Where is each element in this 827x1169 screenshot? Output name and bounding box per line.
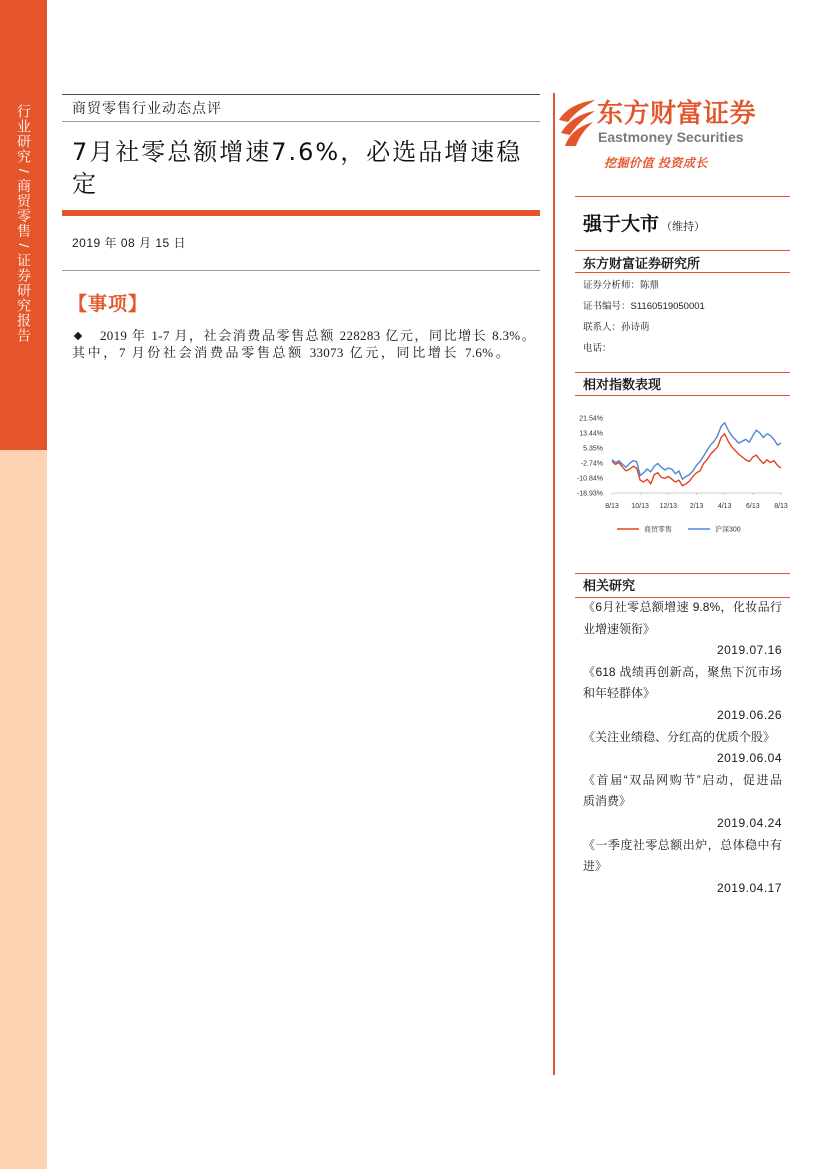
related-list	[583, 597, 782, 899]
institute-name: 东方财富证券研究所	[583, 256, 701, 271]
certificate-info: 证书编号：S1160519050001	[583, 301, 705, 312]
y-tick-label: -2.74%	[580, 460, 603, 468]
rating-note: （维持）	[661, 221, 706, 233]
diamond-bullet-icon	[74, 332, 82, 340]
y-tick-label: 21.54%	[579, 415, 603, 423]
event-text-line: 其中，7 月份社会消费品零售总额 33073 亿元，同比增长 7.6%。	[72, 345, 509, 360]
x-tick-label: 6/13	[746, 503, 760, 510]
x-tick-label: 8/13	[605, 503, 619, 510]
legend-label: 沪深300	[715, 526, 741, 534]
right-rule	[575, 573, 790, 574]
brand-name-cn: 东方财富证券	[597, 98, 757, 128]
y-tick-label: -18.93%	[576, 490, 603, 498]
sidebar-band-bottom	[0, 450, 47, 1169]
right-rule	[575, 395, 790, 396]
x-tick-label: 2/13	[689, 503, 704, 510]
related-date: 2019.04.17	[716, 880, 782, 895]
right-rule	[575, 372, 790, 373]
chart-title: 相对指数表现	[583, 377, 662, 392]
related-heading: 相关研究	[583, 578, 636, 593]
related-item[interactable]	[583, 770, 782, 835]
y-tick-label: -10.84%	[576, 475, 603, 483]
right-rule	[575, 272, 790, 273]
y-tick-label: 13.44%	[579, 430, 603, 438]
page-title: 7月社零总额增速7.6%，必选品增速稳定	[72, 138, 523, 198]
series-line-retail	[612, 434, 781, 486]
brand-slogan: 挖掘价值 投资成长	[604, 156, 708, 170]
date-rule	[62, 270, 540, 271]
x-tick-label: 10/13	[631, 503, 649, 510]
right-rule	[575, 250, 790, 251]
related-date: 2019.06.04	[716, 751, 782, 766]
x-tick-label: 12/13	[659, 503, 678, 510]
related-item[interactable]	[583, 662, 782, 727]
related-item[interactable]	[583, 727, 782, 770]
related-item[interactable]	[583, 835, 782, 900]
header-bottom-rule	[62, 121, 540, 122]
related-title-line: 《首届“双品网购节”启动，促进品	[583, 772, 782, 787]
rating	[583, 213, 705, 239]
contact-info: 联系人：孙诗萌	[583, 322, 650, 333]
report-category: 商贸零售行业动态点评	[72, 100, 222, 116]
right-rule	[575, 196, 790, 197]
legend-label: 商贸零售	[644, 526, 672, 534]
related-date: 2019.07.16	[716, 643, 782, 658]
header-top-rule	[62, 94, 540, 95]
x-tick-label: 4/13	[717, 503, 732, 510]
event-text-line: 2019 年 1-7 月，社会消费品零售总额 228283 亿元，同比增长 8.3%。	[100, 328, 535, 343]
analyst-info: 证券分析师：陈鼎	[583, 280, 660, 291]
x-tick-label: 8/13	[774, 503, 788, 510]
y-tick-label: 5.35%	[583, 445, 603, 453]
related-title-line: 业增速领衔》	[583, 621, 656, 636]
related-title-line: 和年轻群体》	[583, 686, 656, 701]
related-date: 2019.06.26	[716, 707, 782, 722]
related-title-line: 《关注业绩稳、分红高的优质个股》	[583, 729, 776, 744]
title-accent-bar	[62, 210, 540, 216]
related-title-line: 《6月社零总额增速 9.8%，化妆品行	[583, 600, 782, 614]
relative-index-chart	[575, 405, 790, 545]
rating-label: 强于大市	[583, 214, 660, 235]
report-date: 2019 年 08 月 15 日	[72, 236, 187, 250]
related-item[interactable]	[583, 597, 782, 662]
related-title-line: 进》	[583, 859, 608, 874]
related-date: 2019.04.24	[716, 815, 782, 830]
column-divider	[553, 93, 555, 1075]
event-heading: 【事项】	[68, 294, 149, 315]
related-title-line: 《一季度社零总额出炉，总体稳中有	[583, 837, 782, 852]
phone-info: 电话：	[583, 343, 612, 354]
related-title-line: 《618 战绩再创新高，聚焦下沉市场	[583, 664, 782, 679]
related-title-line: 质消费》	[583, 794, 632, 809]
eastmoney-flame-logo-icon	[556, 99, 596, 147]
brand-name-en: Eastmoney Securities	[598, 129, 744, 145]
sidebar-vertical-label: 行业研究 / 商贸零售 / 证券研究报告	[16, 104, 32, 344]
